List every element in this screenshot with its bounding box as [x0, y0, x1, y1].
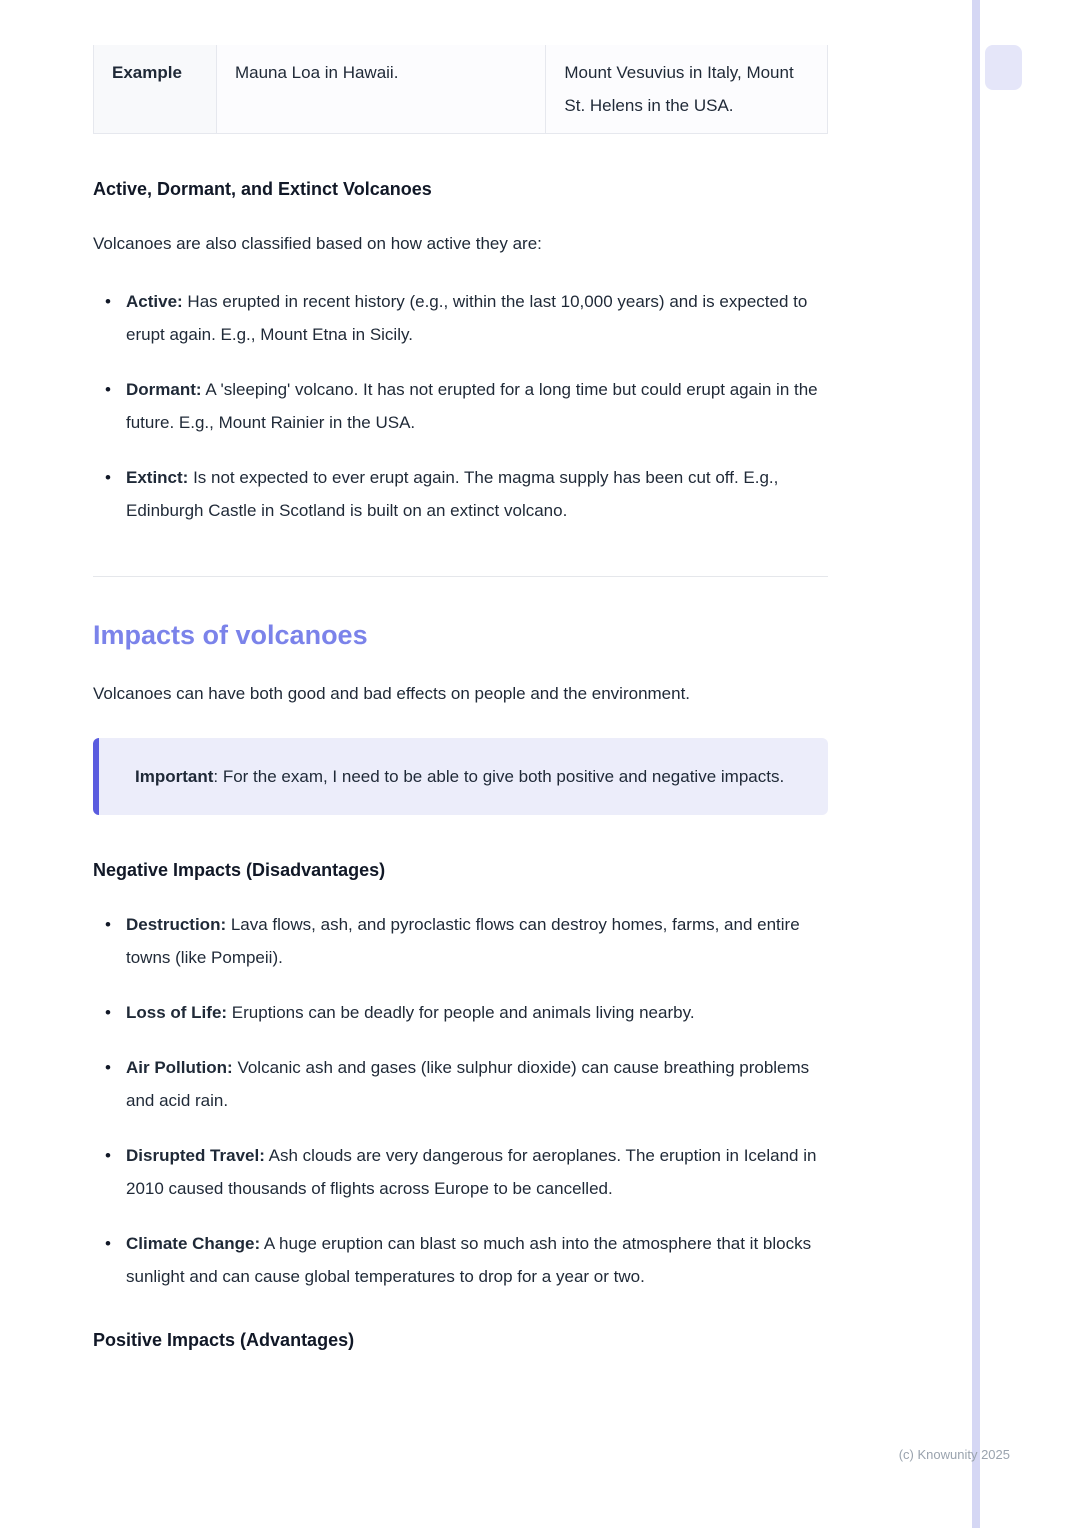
table-cell-composite: Mount Vesuvius in Italy, Mount St. Helens in the USA.: [546, 45, 828, 134]
list-item: [126, 285, 828, 351]
section-heading-positive: Positive Impacts (Advantages): [93, 1330, 355, 1350]
section-divider: [93, 576, 828, 577]
table-row-label: Example: [94, 45, 217, 134]
document-page: [93, 45, 828, 1353]
section-heading-negative: Negative Impacts (Disadvantages): [93, 860, 386, 880]
bullet-term: Loss of Life:: [126, 1003, 228, 1022]
bullet-term: Dormant:: [126, 380, 202, 399]
important-callout: [93, 738, 828, 815]
callout-text: : For the exam, I need to be able to give both positive and negative impacts.: [213, 767, 785, 786]
list-item: [126, 373, 828, 439]
table-cell-shield: Mauna Loa in Hawaii.: [216, 45, 545, 134]
callout-term: Important: [135, 767, 214, 786]
volcano-types-table: [93, 45, 828, 134]
bullet-text: Has erupted in recent history (e.g., within the last 10,000 years) and is expected to erupt again. E.g., Mount Etna in Sicily.: [126, 292, 808, 344]
classification-intro: Volcanoes are also classified based on how active they are:: [93, 234, 542, 253]
page-title-impacts: Impacts of volcanoes: [93, 620, 368, 650]
classification-list: [93, 285, 828, 527]
bullet-text: A 'sleeping' volcano. It has not erupted for a long time but could erupt again in the future. E.g., Mount Rainier in the USA.: [126, 380, 818, 432]
bullet-text: A huge eruption can blast so much ash into the atmosphere that it blocks sunlight and can cause global temperatures to drop for a year or two.: [126, 1234, 812, 1286]
bullet-term: Disrupted Travel:: [126, 1146, 265, 1165]
list-item: [126, 1139, 828, 1205]
bullet-text: Ash clouds are very dangerous for aeroplanes. The eruption in Iceland in 2010 caused thousands of flights across Europe to be cancelled.: [126, 1146, 817, 1198]
bullet-term: Climate Change:: [126, 1234, 261, 1253]
list-item: [126, 461, 828, 527]
list-item: [126, 996, 828, 1029]
section-heading-classification: Active, Dormant, and Extinct Volcanoes: [93, 179, 432, 199]
bullet-term: Extinct:: [126, 468, 189, 487]
bullet-term: Destruction:: [126, 915, 227, 934]
list-item: [126, 1051, 828, 1117]
list-item: [126, 1227, 828, 1293]
list-item: [126, 908, 828, 974]
page-edge-strip: [972, 0, 980, 1528]
copyright-footer: (c) Knowunity 2025: [898, 1447, 1010, 1462]
negative-impacts-list: [93, 908, 828, 1293]
bullet-term: Air Pollution:: [126, 1058, 233, 1077]
bullet-text: Lava flows, ash, and pyroclastic flows can destroy homes, farms, and entire towns (like Pompeii).: [126, 915, 800, 967]
bullet-text: Eruptions can be deadly for people and animals living nearby.: [227, 1003, 695, 1022]
impacts-intro: Volcanoes can have both good and bad effects on people and the environment.: [93, 684, 691, 703]
table-row: [94, 45, 828, 134]
bullet-text: Is not expected to ever erupt again. The magma supply has been cut off. E.g., Edinburgh Castle in Scotland is built on an extinct volcano.: [126, 468, 779, 520]
bullet-term: Active:: [126, 292, 183, 311]
scrollbar-thumb[interactable]: [985, 45, 1022, 90]
bullet-text: Volcanic ash and gases (like sulphur dioxide) can cause breathing problems and acid rain.: [126, 1058, 810, 1110]
